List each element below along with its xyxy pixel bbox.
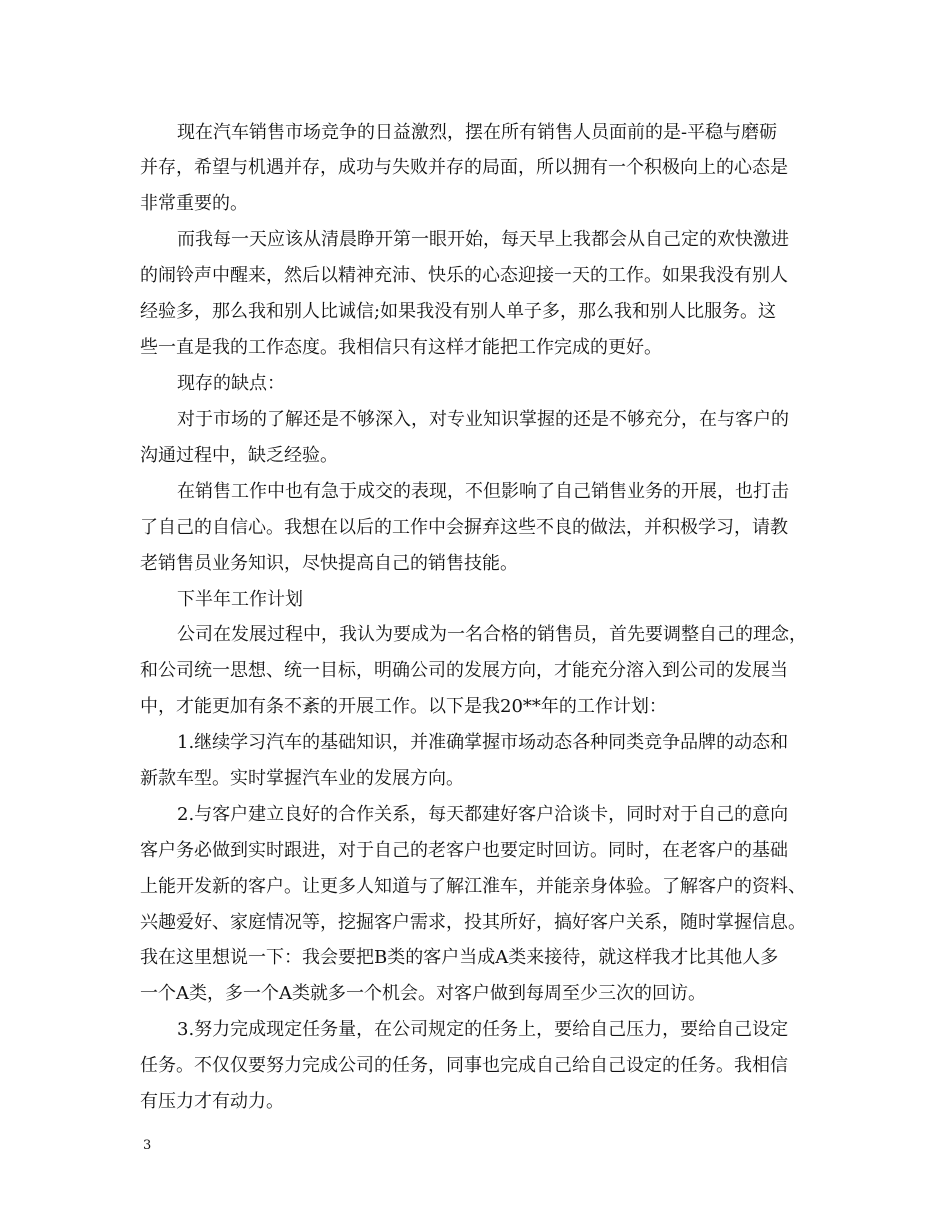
page-number: 3 [143, 1138, 152, 1153]
text-line: 在销售工作中也有急于成交的表现，不但影响了自己销售业务的开展，也打击 [177, 481, 789, 502]
text-line: 公司在发展过程中，我认为要成为一名合格的销售员，首先要调整自己的理念， [177, 624, 807, 645]
text-line: 非常重要的。 [140, 193, 248, 214]
text-line: 的闹铃声中醒来，然后以精神充沛、快乐的心态迎接一天的工作。如果我没有别人 [140, 265, 788, 286]
list-item-line: 客户务必做到实时跟进，对于自己的老客户也要定时回访。同时，在老客户的基础 [140, 840, 788, 861]
text-line: 中，才能更加有条不紊的开展工作。以下是我20**年的工作计划： [140, 696, 667, 717]
text-line: 和公司统一思想、统一目标，明确公司的发展方向，才能充分溶入到公司的发展当 [140, 660, 788, 681]
list-item-line: 上能开发新的客户。让更多人知道与了解江淮车，并能亲身体验。了解客户的资料、 [140, 876, 806, 897]
list-item-line: 我在这里想说一下：我会要把B类的客户当成A类来接待，就这样我才比其他人多 [140, 947, 779, 968]
text-line: 并存，希望与机遇并存，成功与失败并存的局面，所以拥有一个积极向上的心态是 [140, 157, 788, 178]
text-line: 对于市场的了解还是不够深入，对专业知识掌握的还是不够充分，在与客户的 [177, 409, 789, 430]
list-item-line: 兴趣爱好、家庭情况等，挖掘客户需求，投其所好，搞好客户关系，随时掌握信息。 [140, 912, 806, 933]
list-item-line: 3.努力完成现定任务量，在公司规定的任务上，要给自己压力，要给自己设定 [177, 1019, 789, 1040]
text-line: 而我每一天应该从清晨睁开第一眼开始，每天早上我都会从自己定的欢快激进 [177, 229, 789, 250]
text-line: 些一直是我的工作态度。我相信只有这样才能把工作完成的更好。 [140, 337, 662, 358]
list-item-line: 2.与客户建立良好的合作关系，每天都建好客户洽谈卡，同时对于自己的意向 [177, 804, 789, 825]
section-heading: 现存的缺点： [177, 373, 285, 394]
section-heading: 下半年工作计划 [177, 589, 303, 610]
text-line: 了自己的自信心。我想在以后的工作中会摒弃这些不良的做法，并积极学习，请教 [140, 517, 788, 538]
text-line: 沟通过程中，缺乏经验。 [140, 445, 338, 466]
text-line: 老销售员业务知识，尽快提高自己的销售技能。 [140, 553, 518, 574]
list-item-line: 一个A类，多一个A类就多一个机会。对客户做到每周至少三次的回访。 [140, 983, 706, 1004]
list-item-line: 1.继续学习汽车的基础知识，并准确掌握市场动态各种同类竞争品牌的动态和 [177, 732, 789, 753]
text-line: 现在汽车销售市场竞争的日益激烈，摆在所有销售人员面前的是-平稳与磨砺 [177, 122, 778, 143]
list-item-line: 新款车型。实时掌握汽车业的发展方向。 [140, 768, 464, 789]
text-line: 经验多，那么我和别人比诚信;如果我没有别人单子多，那么我和别人比服务。这 [140, 301, 777, 322]
list-item-line: 有压力才有动力。 [140, 1091, 284, 1112]
list-item-line: 任务。不仅仅要努力完成公司的任务，同事也完成自己给自己设定的任务。我相信 [140, 1055, 788, 1076]
